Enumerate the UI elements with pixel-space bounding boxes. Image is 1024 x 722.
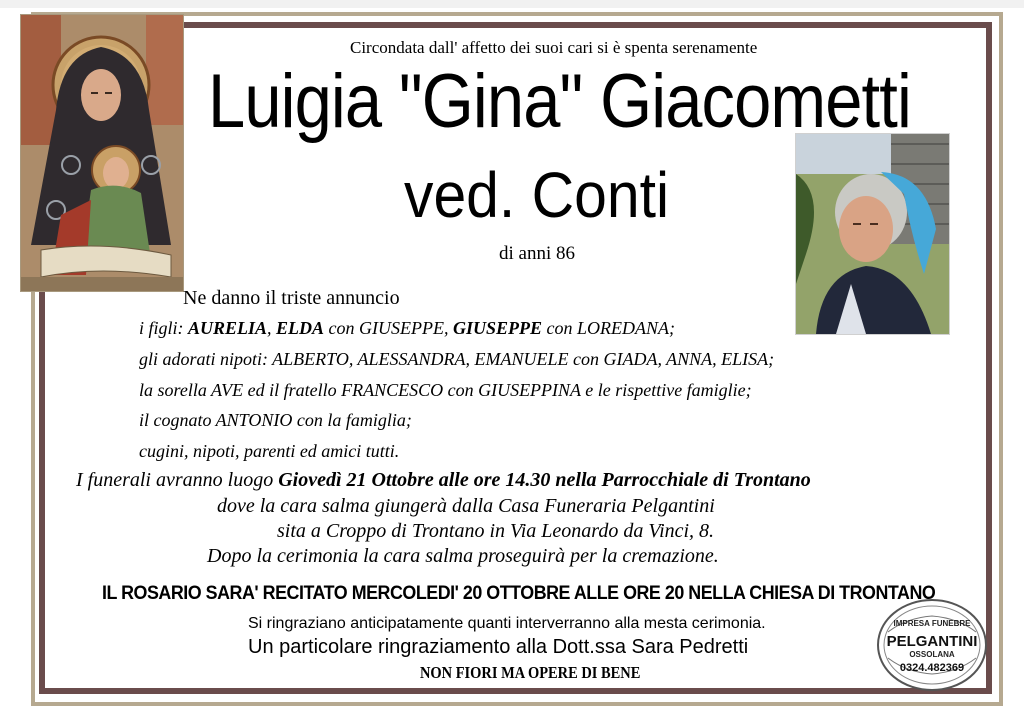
relatives-line-brother-in-law: il cognato ANTONIO con la famiglia; [139,410,412,430]
religious-icon-image [20,14,184,292]
top-edge [0,0,1024,8]
relatives-line-children [139,318,675,339]
age-text: di anni 86 [499,243,575,264]
relatives-line-others: cugini, nipoti, parenti ed amici tutti. [139,441,400,461]
child-name-1: AURELIA [188,318,268,338]
logo-phone: 0324.482369 [899,662,965,674]
deceased-name: Luigia "Gina" Giacometti [208,59,911,144]
child-name-3: GIUSEPPE [453,318,543,338]
thanks-line-2: Un particolare ringraziamento alla Dott.ssa Sara Pedretti [248,636,749,658]
funeral-line-4: Dopo la cerimonia la cara salma proseguirà per la cremazione. [207,545,719,567]
widow-of: ved. Conti [404,159,670,231]
funeral-prefix: I funerali avranno luogo [76,469,279,491]
logo-top-text: IMPRESA FUNEBRE [893,619,971,628]
children-prefix: i figli: [139,318,188,338]
funeral-line-1 [76,469,811,492]
children-mid: con GIUSEPPE, [324,318,454,338]
child-name-2: ELDA [276,318,325,338]
thanks-line-1: Si ringraziano anticipatamente quanti interverranno alla mesta cerimonia. [248,615,766,632]
flowers-notice: NON FIORI MA OPERE DI BENE [420,663,641,682]
funeral-home-logo [876,598,988,692]
rosary-notice: IL ROSARIO SARA' RECITATO MERCOLEDI' 20 OTTOBRE ALLE ORE 20 NELLA CHIESA DI TRONTANO [102,583,936,604]
funeral-line-3: sita a Croppo di Trontano in Via Leonardo da Vinci, 8. [277,520,715,542]
logo-brand: PELGANTINI [886,633,978,650]
logo-sub: OSSOLANA [909,650,955,659]
portrait-photo [795,133,950,335]
funeral-line-2: dove la cara salma giungerà dalla Casa Funeraria Pelgantini [217,495,715,517]
relatives-line-siblings: la sorella AVE ed il fratello FRANCESCO con GIUSEPPINA e le rispettive famiglie; [139,380,752,400]
relatives-line-grandchildren: gli adorati nipoti: ALBERTO, ALESSANDRA, EMANUELE con GIADA, ANNA, ELISA; [139,349,775,369]
announce-text: Ne danno il triste annuncio [183,287,400,309]
children-end: con LOREDANA; [542,318,676,338]
funeral-date-place: Giovedì 21 Ottobre alle ore 14.30 nella Parrocchiale di Trontano [278,469,811,491]
children-sep: , [267,318,277,338]
intro-text: Circondata dall' affetto dei suoi cari si è spenta serenamente [350,38,758,57]
